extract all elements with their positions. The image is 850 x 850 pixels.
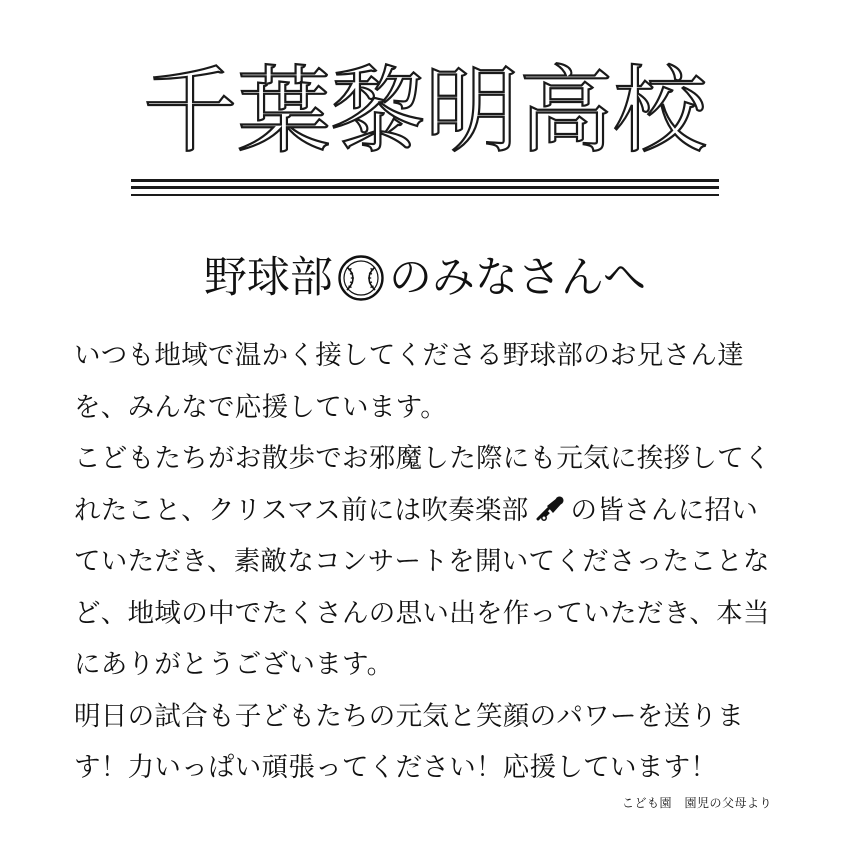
greeting-title-prefix: 野球部 [203,253,333,303]
message-line-part: の皆さんに招い [570,494,759,526]
message-line: 明日の試合も子どもたちの元気と笑顔のパワーを送りま [74,700,744,732]
message-line: いつも地域で温かく接してくださる野球部のお兄さん達 [74,340,744,371]
greeting-title [0,244,850,309]
message-line [74,485,784,537]
message-body [74,330,784,794]
header-rule-middle [131,186,719,189]
signature: こども園 園児の父母より [621,796,772,810]
message-line: す！力いっぱい頑張ってください！応援しています！ [74,752,718,783]
message-line: こどもたちがお散歩でお邪魔した際にも元気に挨拶してく [74,443,771,474]
message-line: ど、地域の中でたくさんの思い出を作っていただき、本当 [74,597,770,629]
header-rule-top [131,179,719,182]
message-line: ていただき、素敵なコンサートを開いてくださったことな [74,546,770,577]
message-line: にありがとうございます。 [74,649,394,680]
school-name-heading: 千葉黎明高校 [142,57,707,166]
message-line: を、みんなで応援しています。 [74,391,448,423]
trumpet-icon [535,494,565,524]
baseball-icon [337,254,385,302]
greeting-title-suffix: のみなさんへ [388,253,647,303]
header-rule-bottom [131,194,719,196]
message-line-part: れたこと、クリスマス前には吹奏楽部 [74,494,529,526]
